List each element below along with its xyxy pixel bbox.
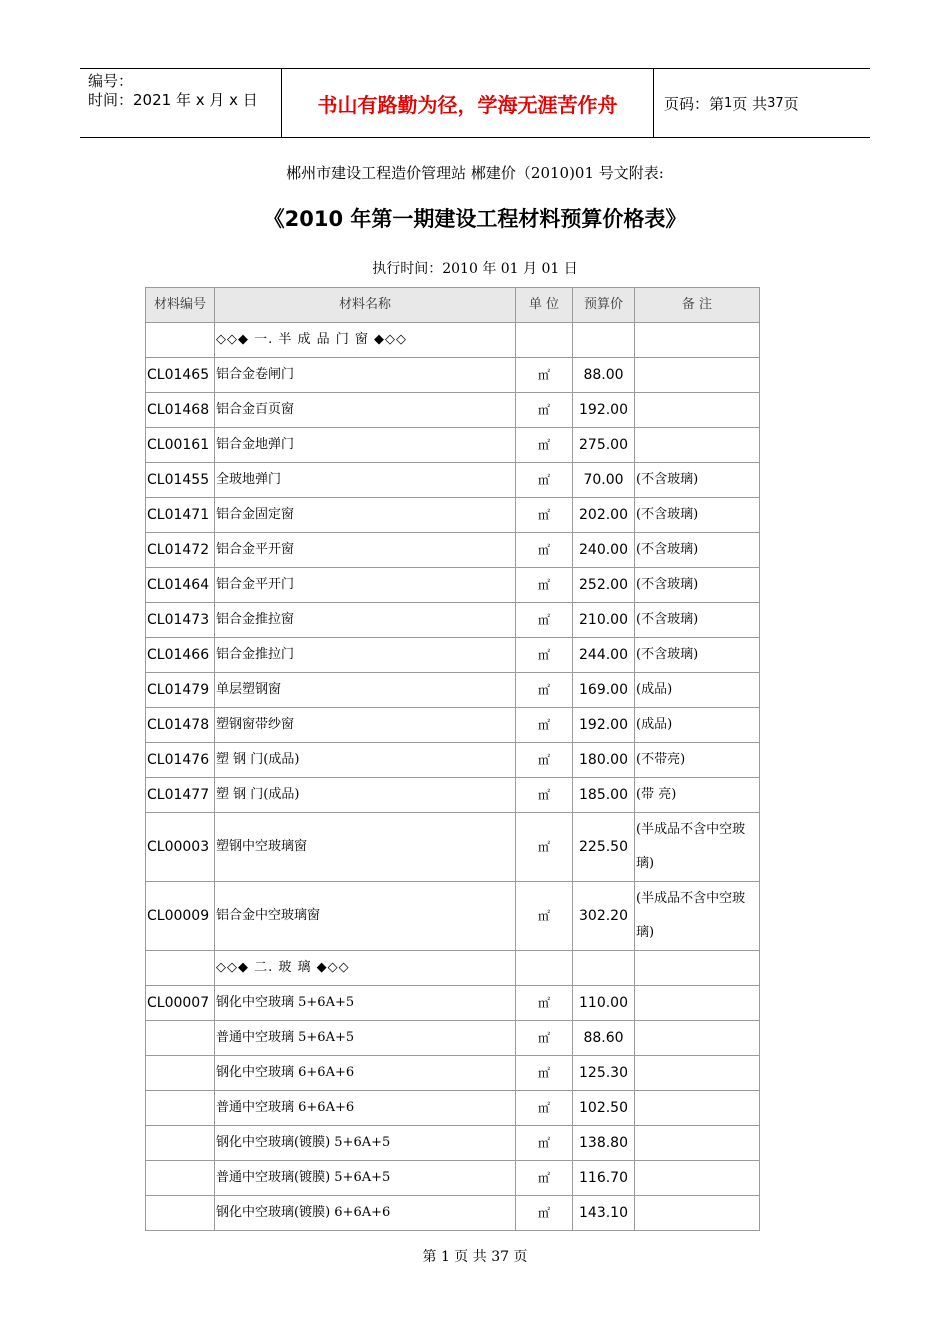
material-name: 普通中空玻璃(镀膜) 5+6A+5 [215, 1161, 516, 1196]
empty-cell [516, 951, 573, 986]
material-code: CL01465 [146, 358, 215, 393]
material-name: 塑钢窗带纱窗 [215, 708, 516, 743]
page-total: 37 [767, 95, 784, 111]
empty-cell [573, 323, 635, 358]
price-cell: 116.70 [573, 1161, 635, 1196]
unit-cell: ㎡ [516, 1161, 573, 1196]
price-cell: 88.00 [573, 358, 635, 393]
material-name: 钢化中空玻璃 6+6A+6 [215, 1056, 516, 1091]
material-code: CL01464 [146, 568, 215, 603]
unit-cell: ㎡ [516, 813, 573, 882]
material-name: 塑钢中空玻璃窗 [215, 813, 516, 882]
table-row [146, 882, 760, 951]
material-code: CL01477 [146, 778, 215, 813]
note-cell [635, 393, 760, 428]
unit-cell: ㎡ [516, 1021, 573, 1056]
page-label-c: 页 [783, 94, 799, 113]
number-label: 编号： [88, 72, 134, 90]
material-code [146, 1126, 215, 1161]
price-table [145, 287, 760, 1231]
unit-cell: ㎡ [516, 1126, 573, 1161]
page-current: 1 [724, 95, 733, 111]
price-cell: 225.50 [573, 813, 635, 882]
unit-cell: ㎡ [516, 603, 573, 638]
note-cell: (带 亮) [635, 778, 760, 813]
header-slogan: 书山有路勤为径，学海无涯苦作舟 [282, 69, 654, 137]
table-row [146, 1196, 760, 1231]
document-subtitle: 郴州市建设工程造价管理站 郴建价（2010)01 号文附表: [286, 164, 664, 182]
note-cell: (半成品不含中空玻璃) [635, 813, 760, 882]
table-row [146, 463, 760, 498]
unit-cell: ㎡ [516, 533, 573, 568]
page-label-a: 页码：第 [664, 94, 725, 113]
price-cell: 192.00 [573, 393, 635, 428]
price-cell: 185.00 [573, 778, 635, 813]
header-price: 预算价 [573, 288, 635, 323]
price-cell: 125.30 [573, 1056, 635, 1091]
material-code [146, 1021, 215, 1056]
note-cell: (不含玻璃) [635, 498, 760, 533]
note-cell: (不含玻璃) [635, 638, 760, 673]
material-name: 塑 钢 门(成品) [215, 778, 516, 813]
note-cell: (成品) [635, 708, 760, 743]
material-name: 铝合金固定窗 [215, 498, 516, 533]
time-label: 时间：2021 年 x 月 x 日 [88, 91, 258, 109]
table-row [146, 743, 760, 778]
price-cell: 180.00 [573, 743, 635, 778]
note-cell: (不含玻璃) [635, 533, 760, 568]
table-row [146, 428, 760, 463]
document-header [80, 68, 870, 138]
note-cell [635, 1091, 760, 1126]
header-code: 材料编号 [146, 288, 215, 323]
unit-cell: ㎡ [516, 498, 573, 533]
note-cell [635, 358, 760, 393]
note-cell: (不带亮) [635, 743, 760, 778]
table-row [146, 358, 760, 393]
material-name: 塑 钢 门(成品) [215, 743, 516, 778]
material-name: 铝合金卷闸门 [215, 358, 516, 393]
note-cell [635, 1161, 760, 1196]
unit-cell: ㎡ [516, 428, 573, 463]
empty-cell [573, 951, 635, 986]
table-row [146, 568, 760, 603]
material-code: CL01471 [146, 498, 215, 533]
unit-cell: ㎡ [516, 568, 573, 603]
material-code [146, 1196, 215, 1231]
material-name: 铝合金推拉门 [215, 638, 516, 673]
header-name: 材料名称 [215, 288, 516, 323]
unit-cell: ㎡ [516, 1196, 573, 1231]
table-row [146, 393, 760, 428]
material-name: 单层塑钢窗 [215, 673, 516, 708]
material-code: CL01472 [146, 533, 215, 568]
material-name: 钢化中空玻璃(镀膜) 6+6A+6 [215, 1196, 516, 1231]
table-row [146, 1161, 760, 1196]
unit-cell: ㎡ [516, 743, 573, 778]
table-row [146, 1021, 760, 1056]
material-name: 铝合金平开门 [215, 568, 516, 603]
material-name: 铝合金平开窗 [215, 533, 516, 568]
empty-cell [146, 951, 215, 986]
note-cell: (半成品不含中空玻璃) [635, 882, 760, 951]
unit-cell: ㎡ [516, 986, 573, 1021]
table-row [146, 1056, 760, 1091]
note-cell [635, 986, 760, 1021]
table-row [146, 708, 760, 743]
unit-cell: ㎡ [516, 778, 573, 813]
price-cell: 244.00 [573, 638, 635, 673]
unit-cell: ㎡ [516, 882, 573, 951]
material-code: CL00003 [146, 813, 215, 882]
table-body [146, 323, 760, 1231]
price-cell: 102.50 [573, 1091, 635, 1126]
price-cell: 169.00 [573, 673, 635, 708]
price-cell: 70.00 [573, 463, 635, 498]
price-cell: 192.00 [573, 708, 635, 743]
material-name: 钢化中空玻璃(镀膜) 5+6A+5 [215, 1126, 516, 1161]
note-cell [635, 1056, 760, 1091]
material-code: CL01478 [146, 708, 215, 743]
header-unit: 单 位 [516, 288, 573, 323]
material-name: 全玻地弹门 [215, 463, 516, 498]
material-name: 铝合金推拉窗 [215, 603, 516, 638]
price-cell: 110.00 [573, 986, 635, 1021]
material-code: CL01468 [146, 393, 215, 428]
note-cell [635, 1196, 760, 1231]
material-name: 普通中空玻璃 6+6A+6 [215, 1091, 516, 1126]
material-code: CL00161 [146, 428, 215, 463]
unit-cell: ㎡ [516, 638, 573, 673]
note-cell: (不含玻璃) [635, 568, 760, 603]
section-title: ◇◇◆ 二. 玻 璃 ◆◇◇ [215, 951, 516, 986]
unit-cell: ㎡ [516, 1091, 573, 1126]
table-header-row [146, 288, 760, 323]
table-row [146, 778, 760, 813]
note-cell [635, 428, 760, 463]
note-cell: (不含玻璃) [635, 463, 760, 498]
unit-cell: ㎡ [516, 673, 573, 708]
material-code: CL00009 [146, 882, 215, 951]
material-name: 钢化中空玻璃 5+6A+5 [215, 986, 516, 1021]
table-row [146, 1126, 760, 1161]
material-code: CL01473 [146, 603, 215, 638]
price-cell: 240.00 [573, 533, 635, 568]
table-row [146, 603, 760, 638]
price-cell: 252.00 [573, 568, 635, 603]
empty-cell [635, 323, 760, 358]
note-cell [635, 1021, 760, 1056]
material-code: CL01479 [146, 673, 215, 708]
table-row [146, 638, 760, 673]
price-cell: 275.00 [573, 428, 635, 463]
section-title: ◇◇◆ 一. 半 成 品 门 窗 ◆◇◇ [215, 323, 516, 358]
unit-cell: ㎡ [516, 358, 573, 393]
page-label-b: 页 共 [732, 94, 768, 113]
price-cell: 88.60 [573, 1021, 635, 1056]
unit-cell: ㎡ [516, 463, 573, 498]
header-meta [80, 69, 282, 137]
page-footer: 第 1 页 共 37 页 [422, 1249, 528, 1265]
material-code [146, 1056, 215, 1091]
table-row [146, 498, 760, 533]
price-cell: 210.00 [573, 603, 635, 638]
material-code: CL01466 [146, 638, 215, 673]
table-row [146, 986, 760, 1021]
unit-cell: ㎡ [516, 1056, 573, 1091]
price-cell: 302.20 [573, 882, 635, 951]
note-cell: (成品) [635, 673, 760, 708]
empty-cell [635, 951, 760, 986]
table-row [146, 673, 760, 708]
material-code [146, 1161, 215, 1196]
unit-cell: ㎡ [516, 393, 573, 428]
table-row [146, 1091, 760, 1126]
material-name: 普通中空玻璃 5+6A+5 [215, 1021, 516, 1056]
header-page-info [655, 69, 870, 137]
table-row [146, 533, 760, 568]
material-name: 铝合金地弹门 [215, 428, 516, 463]
empty-cell [516, 323, 573, 358]
empty-cell [146, 323, 215, 358]
material-name: 铝合金百页窗 [215, 393, 516, 428]
price-cell: 202.00 [573, 498, 635, 533]
price-cell: 143.10 [573, 1196, 635, 1231]
material-code: CL01455 [146, 463, 215, 498]
table-row [146, 813, 760, 882]
execution-time: 执行时间：2010 年 01 月 01 日 [372, 261, 578, 277]
note-cell [635, 1126, 760, 1161]
material-code: CL00007 [146, 986, 215, 1021]
material-code: CL01476 [146, 743, 215, 778]
note-cell: (不含玻璃) [635, 603, 760, 638]
price-cell: 138.80 [573, 1126, 635, 1161]
section-row [146, 951, 760, 986]
section-row [146, 323, 760, 358]
material-name: 铝合金中空玻璃窗 [215, 882, 516, 951]
material-code [146, 1091, 215, 1126]
document-title: 《2010 年第一期建设工程材料预算价格表》 [263, 207, 687, 231]
unit-cell: ㎡ [516, 708, 573, 743]
header-note: 备 注 [635, 288, 760, 323]
